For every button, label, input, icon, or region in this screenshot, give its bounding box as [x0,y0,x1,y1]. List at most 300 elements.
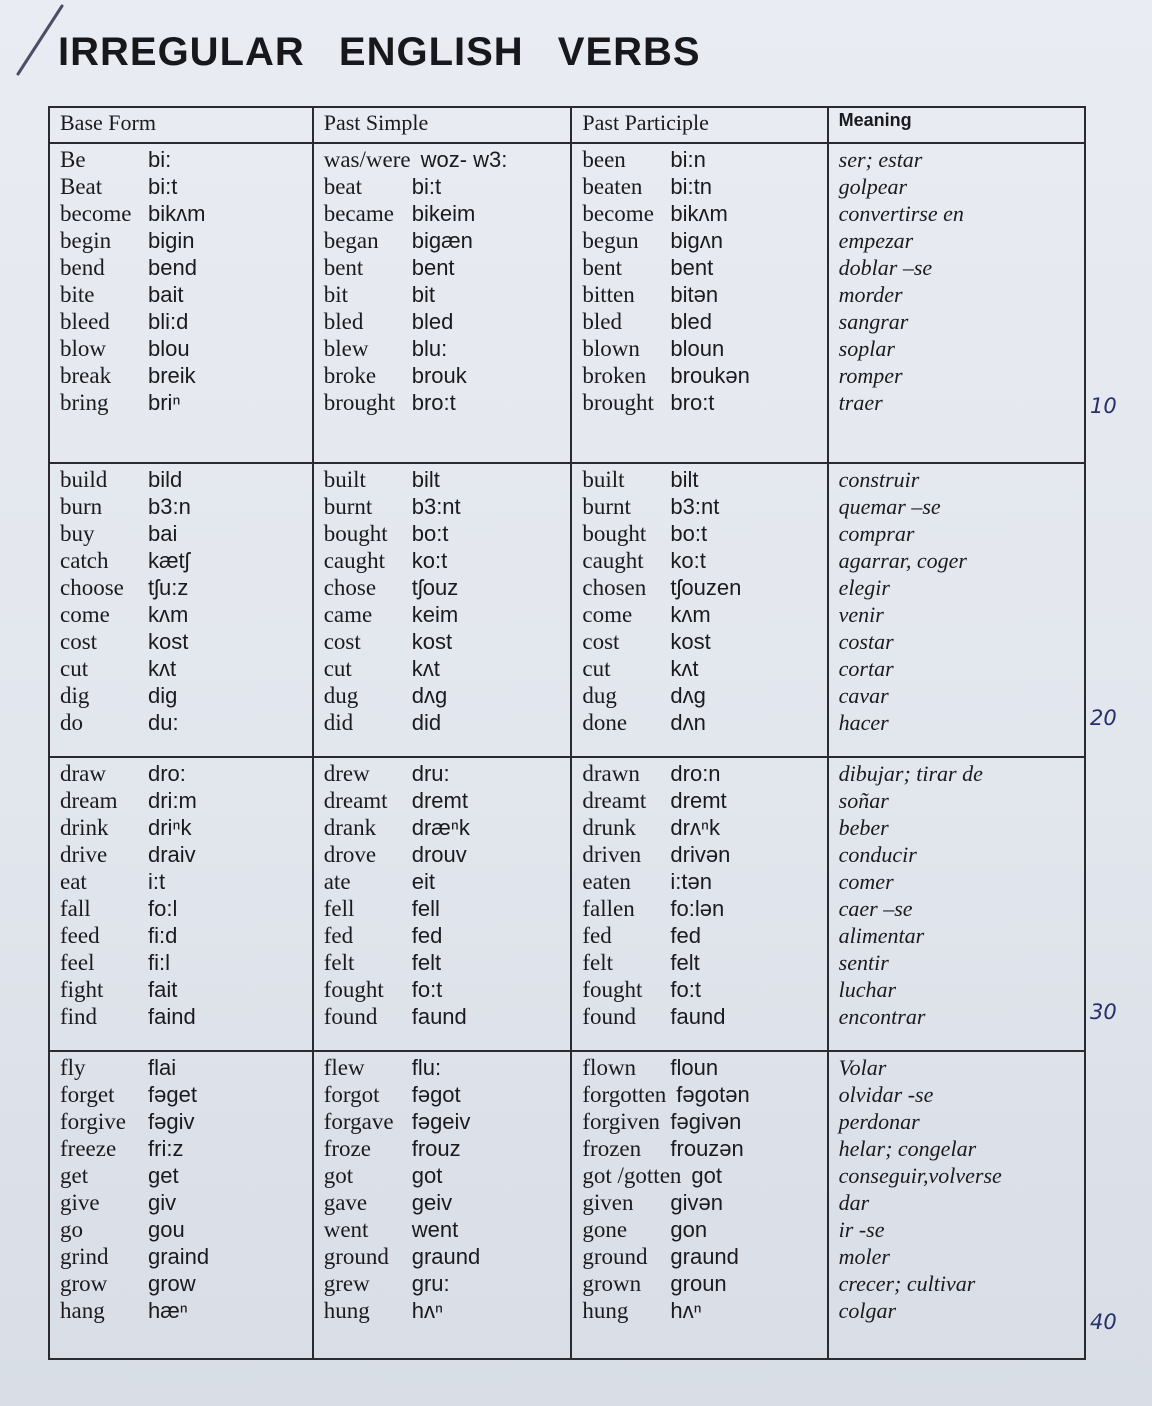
past-simple-pronunciation: woz- w3: [420,147,508,172]
base-form-pronunciation: bi:t [148,174,178,199]
handwritten-count: 30 [1090,1000,1117,1024]
past-participle-word: given [582,1190,634,1215]
list-item [324,389,561,416]
meaning-text: encontrar [838,1004,926,1029]
base-form-pronunciation: kost [148,629,189,654]
past-participle-pronunciation: fo:t [670,977,701,1002]
base-form-word: come [60,602,110,627]
base-form-word: hang [60,1298,105,1323]
meaning-text: traer [838,390,883,415]
meaning-text: cortar [838,656,894,681]
list-item [324,574,561,601]
meaning-text: alimentar [838,923,925,948]
past-participle-cell [571,1051,827,1359]
past-simple-pronunciation: bikeim [411,201,476,226]
past-simple-pronunciation: dʌg [411,683,448,708]
past-participle-pronunciation: fəgotən [676,1082,750,1107]
past-participle-word: fed [582,923,612,948]
past-simple-pronunciation: fəgot [411,1082,461,1107]
base-form-pronunciation: fi:l [148,950,170,975]
handwritten-count: 10 [1090,394,1117,418]
past-simple-pronunciation: faund [411,1004,467,1029]
meaning-text: convertirse en [838,201,964,226]
list-item [582,601,816,628]
base-form-cell [49,1051,313,1359]
header-past-participle: Past Participle [571,107,827,143]
list-item [60,868,302,895]
list-item [582,520,816,547]
meaning-text: dar [838,1190,870,1215]
past-simple-word: fought [323,977,384,1002]
base-form-word: drive [60,842,108,867]
meaning-text: caer –se [838,896,913,921]
meaning-text: olvidar -se [838,1082,934,1107]
past-participle-pronunciation: bloun [670,336,725,361]
past-participle-word: dreamt [582,788,647,813]
past-simple-pronunciation: went [411,1217,459,1242]
meaning-text: beber [838,815,889,840]
list-item [324,868,561,895]
list-item [324,254,561,281]
meaning-text: construir [838,467,920,492]
past-participle-word: bled [582,309,622,334]
list-item [60,949,302,976]
past-participle-word: hung [582,1298,629,1323]
past-simple-pronunciation: keim [411,602,459,627]
past-participle-cell [571,463,827,757]
past-simple-pronunciation: bro:t [411,390,456,415]
past-simple-cell [313,463,572,757]
past-participle-pronunciation: bi:n [670,147,706,172]
past-simple-word: came [323,602,373,627]
list-item [60,1189,302,1216]
past-simple-word: dug [323,683,359,708]
past-simple-pronunciation: brouk [411,363,467,388]
list-item [60,976,302,1003]
past-participle-word: beaten [582,174,643,199]
base-form-pronunciation: kʌt [148,656,177,681]
meaning-text: luchar [838,977,897,1002]
past-participle-pronunciation: fo:lən [670,896,725,921]
list-item [60,787,302,814]
list-item [324,601,561,628]
past-simple-word: beat [323,174,363,199]
base-form-pronunciation: bend [148,255,197,280]
list-item [60,227,302,254]
past-simple-word: dreamt [323,788,388,813]
past-simple-word: ground [323,1244,389,1269]
past-participle-word: forgotten [582,1082,667,1107]
base-form-cell [49,757,313,1051]
past-simple-pronunciation: blu: [411,336,448,361]
base-form-pronunciation: bait [148,282,184,307]
list-item [582,362,816,389]
past-simple-word: built [323,467,366,492]
past-participle-pronunciation: broukən [670,363,750,388]
list-item [582,281,816,308]
list-item [60,1297,302,1324]
past-simple-pronunciation: did [411,710,442,735]
past-participle-word: eaten [582,869,631,894]
base-form-pronunciation: fri:z [148,1136,184,1161]
past-simple-pronunciation: bled [411,309,454,334]
base-form-pronunciation: bikʌm [148,201,206,226]
past-participle-pronunciation: ko:t [670,548,706,573]
meaning-text: morder [838,282,903,307]
base-form-pronunciation: faind [148,1004,196,1029]
base-form-cell [49,143,313,463]
base-form-word: build [60,467,108,492]
base-form-word: feel [60,950,95,975]
meaning-text: doblar –se [838,255,933,280]
table-header-row [49,107,1085,143]
past-simple-pronunciation: kost [411,629,453,654]
meaning-text: sangrar [838,309,909,334]
past-participle-word: ground [582,1244,648,1269]
past-simple-word: broke [323,363,377,388]
meaning-text: quemar –se [838,494,941,519]
past-simple-word: caught [323,548,386,573]
list-item [324,949,561,976]
list-item [324,1297,561,1324]
past-simple-word: forgot [323,1082,380,1107]
list-item [582,868,816,895]
past-participle-pronunciation: floun [670,1055,719,1080]
past-simple-pronunciation: bilt [411,467,440,492]
handwritten-count: 40 [1090,1310,1117,1334]
list-item [582,1054,816,1081]
list-item [324,308,561,335]
base-form-pronunciation: i:t [148,869,166,894]
base-form-pronunciation: graind [148,1244,210,1269]
list-item [582,895,816,922]
list-item [324,227,561,254]
past-simple-pronunciation: dru: [411,761,450,786]
past-simple-word: cut [323,656,352,681]
past-simple-word: froze [323,1136,371,1161]
list-item [60,841,302,868]
meaning-text: perdonar [838,1109,920,1134]
base-form-word: begin [60,228,112,253]
base-form-pronunciation: tʃu:z [148,575,189,600]
past-participle-word: blown [582,336,640,361]
base-form-word: Beat [60,174,103,199]
base-form-word: forgive [60,1109,127,1134]
list-item [324,814,561,841]
meaning-text: ir -se [838,1217,885,1242]
past-simple-word: found [323,1004,378,1029]
list-item [60,895,302,922]
past-participle-pronunciation: frouzən [670,1136,744,1161]
past-simple-word: forgave [323,1109,394,1134]
list-item [324,281,561,308]
past-simple-pronunciation: drouv [411,842,467,867]
base-form-pronunciation: dro: [148,761,186,786]
past-participle-word: got /gotten [582,1163,682,1188]
meaning-text: crecer; cultivar [838,1271,976,1296]
base-form-pronunciation: gou [148,1217,185,1242]
past-simple-word: was/were [323,147,411,172]
list-item [60,574,302,601]
past-participle-word: been [582,147,626,172]
past-participle-pronunciation: dʌg [670,683,706,708]
base-form-pronunciation: dri:m [148,788,197,813]
list-item [582,1108,816,1135]
past-simple-word: felt [323,950,355,975]
list-item [324,787,561,814]
past-participle-word: become [582,201,654,226]
list-item [582,1216,816,1243]
past-simple-word: brought [323,390,396,415]
base-form-word: fight [60,977,104,1002]
past-simple-pronunciation: hʌⁿ [411,1298,443,1323]
past-simple-pronunciation: fed [411,923,443,948]
meaning-text: colgar [838,1298,897,1323]
past-simple-word: chose [323,575,377,600]
verb-group-3 [49,757,1085,1051]
past-simple-pronunciation: dræⁿk [411,815,470,840]
past-participle-pronunciation: gon [670,1217,708,1242]
past-participle-word: bent [582,255,622,280]
list-item [60,1135,302,1162]
past-participle-word: caught [582,548,644,573]
past-participle-pronunciation: bigʌn [670,228,723,253]
list-item [582,760,816,787]
past-participle-word: driven [582,842,642,867]
verb-group-1 [49,143,1085,463]
base-form-pronunciation: kʌm [148,602,189,627]
base-form-pronunciation: briⁿ [148,390,181,415]
meaning-text: costar [838,629,894,654]
list-item [324,922,561,949]
list-item [582,976,816,1003]
list-item [324,1216,561,1243]
base-form-word: give [60,1190,100,1215]
base-form-word: dream [60,788,118,813]
list-item [582,1135,816,1162]
past-participle-pronunciation: kʌt [670,656,699,681]
past-simple-pronunciation: tʃouz [411,575,459,600]
base-form-word: grow [60,1271,108,1296]
base-form-word: freeze [60,1136,117,1161]
base-form-pronunciation: fo:l [148,896,178,921]
base-form-word: drink [60,815,109,840]
past-simple-pronunciation: b3:nt [411,494,461,519]
past-simple-word: cost [323,629,361,654]
past-participle-pronunciation: bilt [670,467,699,492]
past-simple-word: flew [323,1055,365,1080]
past-participle-word: found [582,1004,637,1029]
list-item [582,493,816,520]
list-item [60,547,302,574]
base-form-pronunciation: fəgiv [148,1109,195,1134]
past-participle-pronunciation: dʌn [670,710,706,735]
past-participle-pronunciation: bled [670,309,712,334]
base-form-cell [49,463,313,757]
base-form-word: feed [60,923,100,948]
base-form-word: bleed [60,309,110,334]
meaning-text: dibujar; tirar de [838,761,983,786]
base-form-word: do [60,710,83,735]
header-meaning: Meaning [828,107,1085,143]
past-participle-word: gone [582,1217,628,1242]
list-item [60,709,302,736]
meaning-text: ser; estar [838,147,923,172]
past-participle-pronunciation: bitən [670,282,719,307]
past-participle-word: cost [582,629,620,654]
base-form-pronunciation: fəget [148,1082,197,1107]
past-simple-pronunciation: bi:t [411,174,442,199]
base-form-word: cut [60,656,89,681]
meaning-text: moler [838,1244,890,1269]
base-form-word: bite [60,282,95,307]
base-form-word: draw [60,761,106,786]
past-simple-word: fell [323,896,355,921]
past-participle-word: fought [582,977,643,1002]
past-simple-word: did [323,710,354,735]
past-simple-pronunciation: frouz [411,1136,461,1161]
list-item [60,1162,302,1189]
past-simple-pronunciation: bent [411,255,455,280]
base-form-pronunciation: fi:d [148,923,178,948]
past-participle-word: burnt [582,494,631,519]
base-form-word: dig [60,683,90,708]
list-item [324,547,561,574]
past-participle-word: bitten [582,282,635,307]
list-item [582,574,816,601]
past-simple-cell [313,757,572,1051]
past-simple-pronunciation: graund [411,1244,481,1269]
list-item [324,682,561,709]
past-participle-pronunciation: i:tən [670,869,712,894]
past-simple-word: gave [323,1190,368,1215]
base-form-word: buy [60,521,95,546]
base-form-pronunciation: b3:n [148,494,191,519]
base-form-word: bring [60,390,109,415]
list-item [60,173,302,200]
base-form-word: become [60,201,132,226]
past-participle-word: forgiven [582,1109,660,1134]
list-item [60,601,302,628]
past-participle-cell [571,143,827,463]
list-item [324,200,561,227]
past-simple-pronunciation: gru: [411,1271,450,1296]
list-item [324,362,561,389]
past-simple-pronunciation: ko:t [411,548,448,573]
base-form-pronunciation: du: [148,710,179,735]
base-form-pronunciation: flai [148,1055,177,1080]
past-participle-word: done [582,710,628,735]
meaning-text: comprar [838,521,915,546]
past-participle-pronunciation: graund [670,1244,739,1269]
list-item [324,709,561,736]
list-item [60,1054,302,1081]
meaning-text: conducir [838,842,917,867]
handwritten-count: 20 [1090,706,1117,730]
past-participle-word: felt [582,950,614,975]
base-form-pronunciation: bai [148,521,178,546]
past-simple-word: bled [323,309,364,334]
list-item [60,1081,302,1108]
past-simple-word: bit [323,282,348,307]
list-item [582,1003,816,1030]
list-item [60,922,302,949]
past-participle-word: bought [582,521,647,546]
list-item [324,1081,561,1108]
list-item [582,227,816,254]
past-participle-pronunciation: drivən [670,842,731,867]
base-form-word: fall [60,896,91,921]
past-simple-pronunciation: kʌt [411,656,440,681]
list-item [582,1162,816,1189]
base-form-pronunciation: giv [148,1190,177,1215]
list-item [582,146,816,173]
list-item [60,1108,302,1135]
past-participle-pronunciation: fed [670,923,701,948]
past-simple-word: burnt [323,494,373,519]
past-participle-word: grown [582,1271,642,1296]
list-item [60,1216,302,1243]
list-item [60,146,302,173]
past-participle-pronunciation: bi:tn [670,174,712,199]
list-item [60,466,302,493]
past-participle-word: chosen [582,575,647,600]
list-item [582,547,816,574]
list-item [582,1081,816,1108]
list-item [60,362,302,389]
meaning-cell [828,463,1085,757]
past-participle-word: fallen [582,896,635,921]
meaning-text: elegir [838,575,890,600]
base-form-word: cost [60,629,98,654]
list-item [324,493,561,520]
past-simple-pronunciation: geiv [411,1190,453,1215]
past-participle-pronunciation: dro:n [670,761,721,786]
list-item [582,466,816,493]
list-item [324,1135,561,1162]
list-item [324,655,561,682]
meaning-text: golpear [838,174,908,199]
base-form-word: grind [60,1244,109,1269]
list-item [60,628,302,655]
list-item [60,1270,302,1297]
list-item [324,1162,561,1189]
past-participle-pronunciation: got [691,1163,723,1188]
past-participle-pronunciation: bikʌm [670,201,728,226]
list-item [60,281,302,308]
list-item [60,760,302,787]
list-item [582,682,816,709]
base-form-word: Be [60,147,86,172]
past-participle-pronunciation: faund [670,1004,726,1029]
base-form-pronunciation: dig [148,683,178,708]
past-participle-pronunciation: hʌⁿ [670,1298,702,1323]
meaning-cell [828,757,1085,1051]
base-form-pronunciation: bild [148,467,183,492]
list-item [60,254,302,281]
past-participle-word: begun [582,228,639,253]
list-item [324,895,561,922]
list-item [582,841,816,868]
list-item [324,466,561,493]
past-simple-pronunciation: bigæn [411,228,473,253]
verb-group-4 [49,1051,1085,1359]
past-simple-word: blew [323,336,369,361]
list-item [582,787,816,814]
past-participle-pronunciation: kost [670,629,711,654]
list-item [60,520,302,547]
list-item [582,200,816,227]
